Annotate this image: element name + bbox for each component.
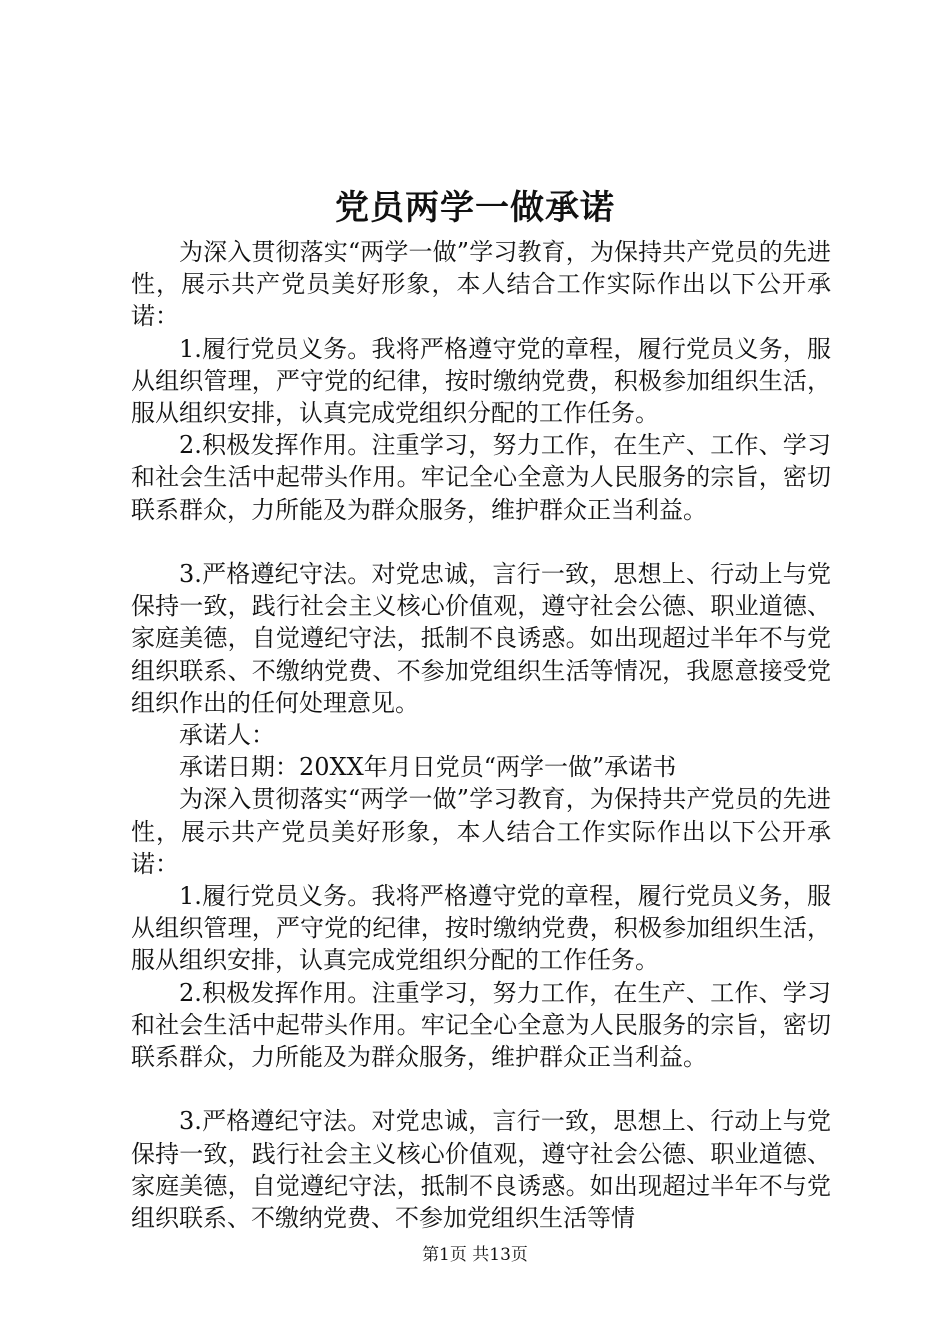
date-line: 承诺日期：20XX年月日党员“两学一做”承诺书 [179, 753, 677, 782]
commitment-item-3-repeat: 3.严格遵纪守法。对党忠诚，言行一致，思想上、行动上与党保持一致，践行社会主义核心价值观，遵守社会公德、职业道德、家庭美德，自觉遵纪守法，抵制不良诱惑。如出现超过半年不与党组织联系、不缴纳党费、不参加党组织生活等情 [131, 1107, 831, 1233]
commitment-item-1-repeat: 1.履行党员义务。我将严格遵守党的章程，履行党员义务，服从组织管理，严守党的纪律，按时缴纳党费，积极参加组织生活，服从组织安排，认真完成党组织分配的工作任务。 [131, 882, 831, 975]
intro-paragraph: 为深入贯彻落实“两学一做”学习教育，为保持共产党员的先进性，展示共产党员美好形象，本人结合工作实际作出以下公开承诺： [131, 238, 831, 331]
document-title: 党员两学一做承诺 [335, 188, 615, 228]
commitment-item-3: 3.严格遵纪守法。对党忠诚，言行一致，思想上、行动上与党保持一致，践行社会主义核心价值观，遵守社会公德、职业道德、家庭美德，自觉遵纪守法，抵制不良诱惑。如出现超过半年不与党组织联系、不缴纳党费、不参加党组织生活等情况，我愿意接受党组织作出的任何处理意见。 [131, 560, 831, 717]
page-number-footer: 第1页 共13页 [422, 1245, 528, 1265]
document-body [131, 236, 831, 1234]
commitment-item-2: 2.积极发挥作用。注重学习，努力工作，在生产、工作、学习和社会生活中起带头作用。牢记全心全意为人民服务的宗旨，密切联系群众，力所能及为群众服务，维护群众正当利益。 [131, 431, 831, 524]
commitment-item-1: 1.履行党员义务。我将严格遵守党的章程，履行党员义务，服从组织管理，严守党的纪律，按时缴纳党费，积极参加组织生活，服从组织安排，认真完成党组织分配的工作任务。 [131, 334, 831, 428]
intro-paragraph-repeat: 为深入贯彻落实“两学一做”学习教育，为保持共产党员的先进性，展示共产党员美好形象，本人结合工作实际作出以下公开承诺： [131, 785, 831, 878]
signer-line: 承诺人： [179, 721, 275, 750]
commitment-item-2-repeat: 2.积极发挥作用。注重学习，努力工作，在生产、工作、学习和社会生活中起带头作用。牢记全心全意为人民服务的宗旨，密切联系群众，力所能及为群众服务，维护群众正当利益。 [131, 978, 831, 1072]
